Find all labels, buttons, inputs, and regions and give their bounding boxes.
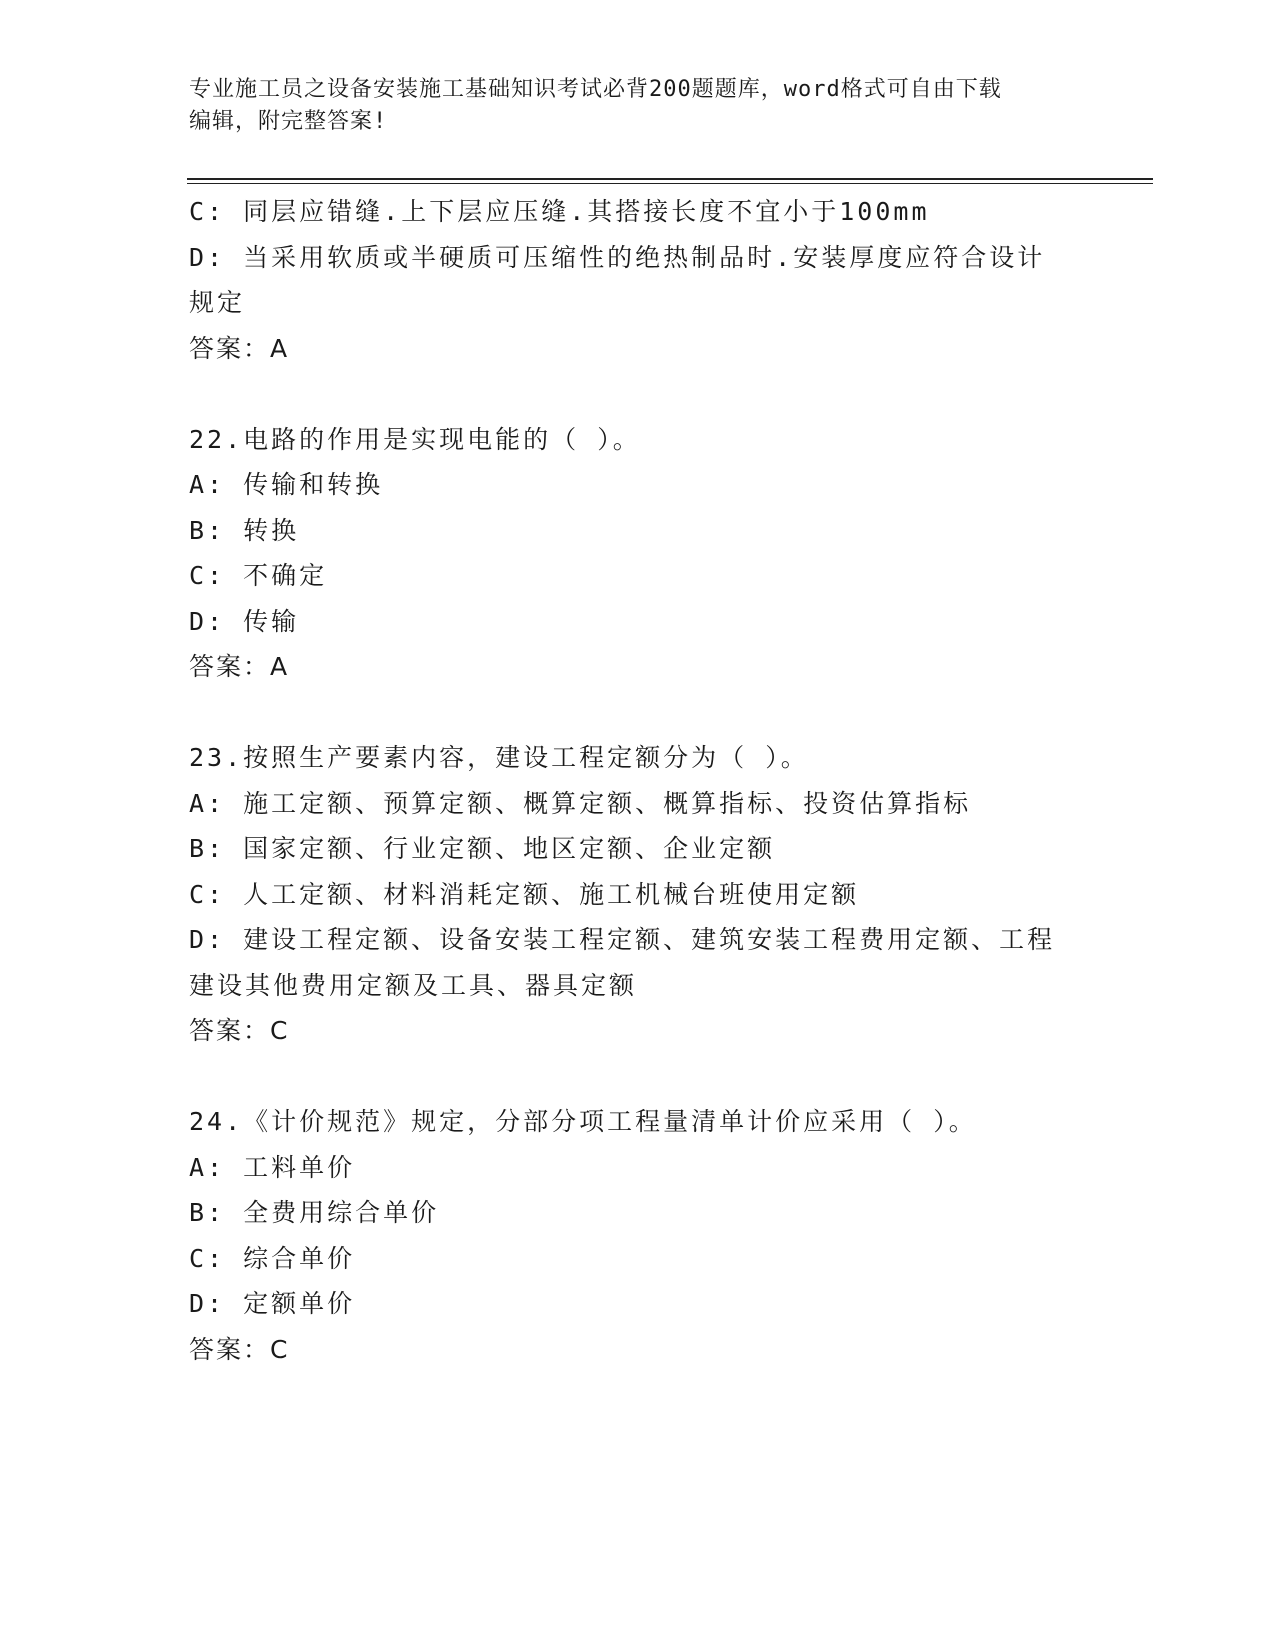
option-b: B: 转换 [189, 515, 300, 545]
question-text: 22.电路的作用是实现电能的（ ）。 [189, 424, 641, 454]
option-a: A: 工料单价 [189, 1152, 356, 1182]
spacer [189, 1054, 1089, 1100]
option-c: C: 不确定 [189, 561, 328, 590]
question-24 [189, 1099, 1089, 1372]
option-a: A: 传输和转换 [189, 470, 384, 499]
option-d-line-2: 建设其他费用定额及工具、器具定额 [189, 970, 638, 1000]
option-d: D: 定额单价 [189, 1289, 356, 1318]
answer: 答案：C [189, 1334, 290, 1364]
header-line-2: 编辑，附完整答案! [189, 109, 388, 134]
question-22 [189, 417, 1089, 690]
option-b: B: 全费用综合单价 [189, 1198, 440, 1227]
header-line-1: 专业施工员之设备安装施工基础知识考试必背200题题库，word格式可自由下载 [189, 77, 1002, 102]
document-header [189, 74, 1069, 138]
question-21-continuation [189, 189, 1089, 371]
question-text: 24.《计价规范》规定，分部分项工程量清单计价应采用（ ）。 [189, 1107, 977, 1136]
answer: 答案：A [189, 652, 290, 681]
question-text: 23.按照生产要素内容，建设工程定额分为（ ）。 [189, 743, 809, 772]
question-list [189, 189, 1089, 1372]
option-b: B: 国家定额、行业定额、地区定额、企业定额 [189, 834, 776, 863]
option-c: C: 人工定额、材料消耗定额、施工机械台班使用定额 [189, 879, 860, 909]
spacer [189, 371, 1089, 417]
spacer [189, 690, 1089, 736]
header-divider-thin [187, 183, 1153, 184]
answer: 答案：C [189, 1016, 290, 1045]
option-d-line-1: D: 建设工程定额、设备安装工程定额、建筑安装工程费用定额、工程 [189, 925, 1056, 954]
option-a: A: 施工定额、预算定额、概算定额、概算指标、投资估算指标 [189, 788, 972, 818]
option-d: D: 传输 [189, 606, 300, 636]
option-d-line-2: 规定 [189, 288, 246, 317]
header-divider-thick [187, 178, 1153, 180]
option-d-line-1: D: 当采用软质或半硬质可压缩性的绝热制品时.安装厚度应符合设计 [189, 242, 1046, 272]
option-c: C: 同层应错缝.上下层应压缝.其搭接长度不宜小于100mm [189, 197, 930, 226]
answer: 答案：A [189, 333, 290, 363]
option-c: C: 综合单价 [189, 1243, 356, 1273]
question-23 [189, 735, 1089, 1054]
